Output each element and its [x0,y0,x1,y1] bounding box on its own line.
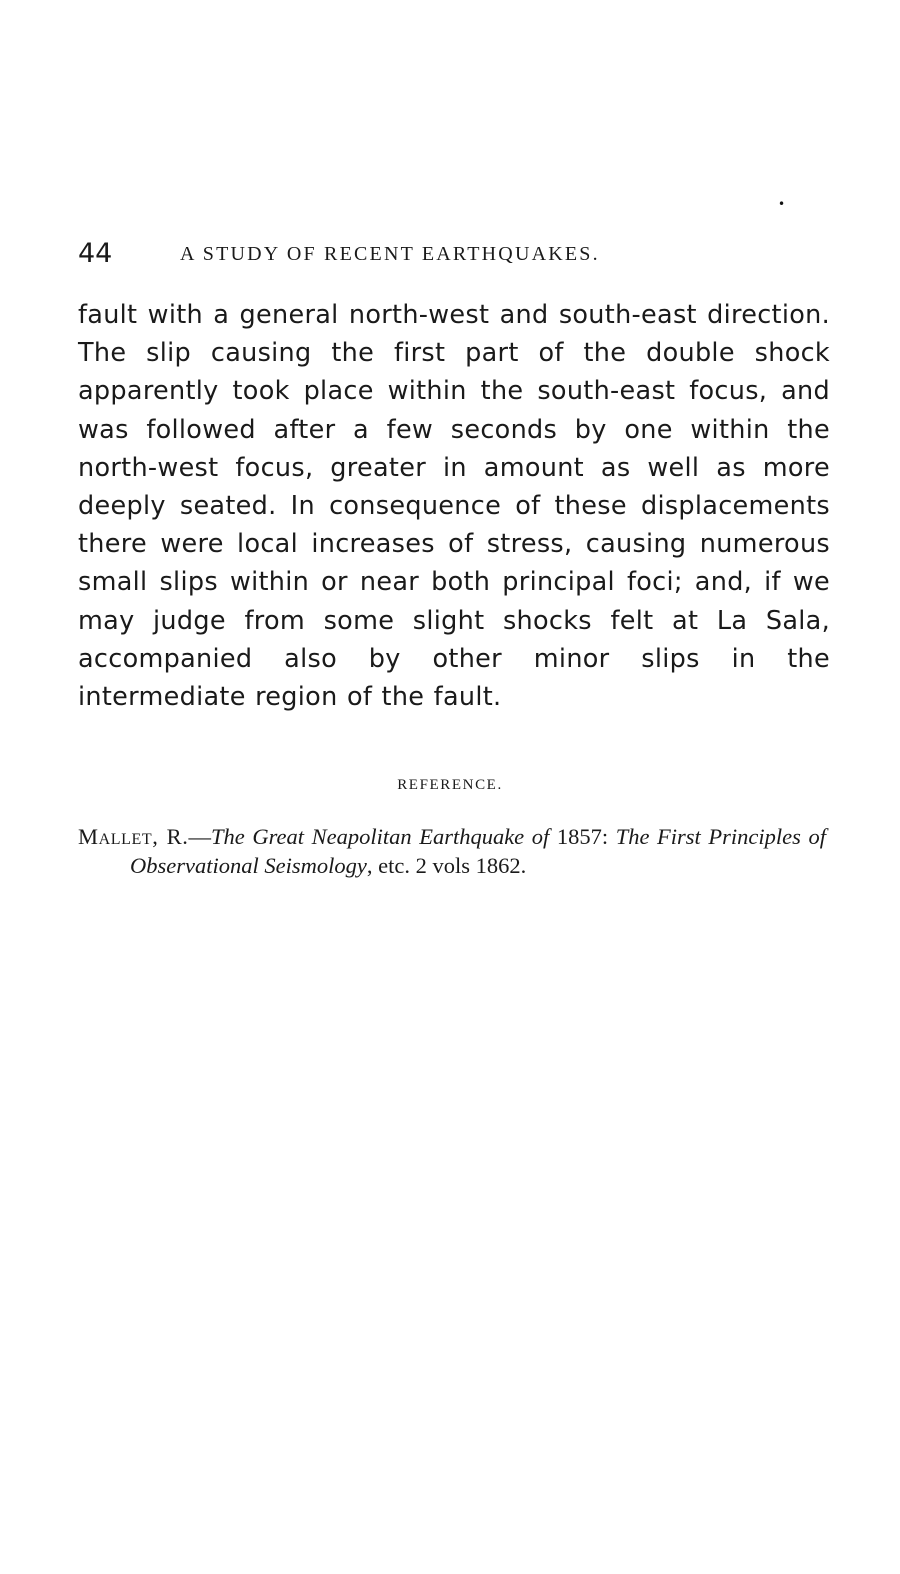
body-paragraph: fault with a general north-west and south-east direction. The slip causing the first part of the double shock apparently took place within the south-east focus, and was followed after a few seconds by one within the north-west focus, greater in amount as well as more deeply seated. In consequence of these displacements there were local increases of stress, causing numerous small slips within or near both principal foci; and, if we may judge from some slight shocks felt at La Sala, accompanied also by other minor slips in the intermediate region of the fault. [78,300,830,713]
reference-details: , etc. 2 vols 1862. [366,853,527,878]
reference-entry [78,822,826,880]
stray-ink-mark: • [778,197,786,211]
page-number: 44 [78,238,113,269]
reference-dash: — [188,824,212,849]
reference-title-2: The First Principles of Observational Seismology [130,824,826,878]
reference-title-1: The Great Neapolitan Earthquake of [211,824,550,849]
reference-year: 1857: [549,824,616,849]
book-title: A STUDY OF RECENT EARTHQUAKES. [180,243,600,265]
reference-author: Mallet, R. [78,824,189,849]
reference-heading: REFERENCE. [397,777,503,793]
running-head [78,234,838,274]
